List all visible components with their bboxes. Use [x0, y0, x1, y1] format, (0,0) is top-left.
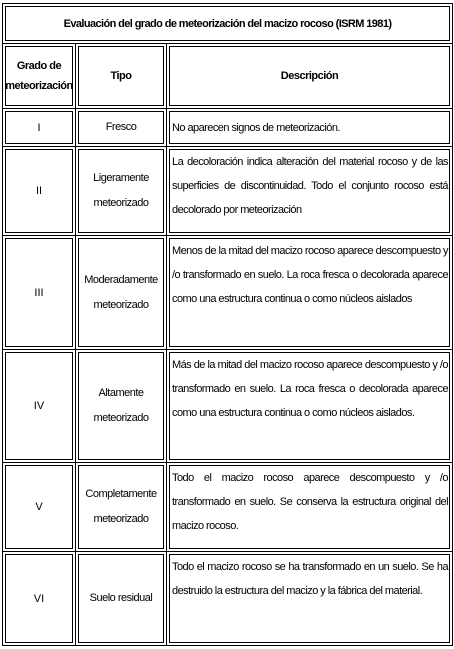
- table-row: [3, 350, 453, 463]
- descripcion-cell: [167, 552, 453, 646]
- tipo-value: Altamente meteorizado: [78, 352, 164, 460]
- tipo-value: Moderadamente meteorizado: [78, 238, 164, 347]
- tipo-cell: [76, 147, 167, 236]
- descripcion-cell: [167, 463, 453, 552]
- header-descripcion-cell: [167, 44, 453, 109]
- grade-cell: [3, 109, 76, 147]
- tipo-value: Completamente meteorizado: [78, 465, 164, 549]
- descripcion-value: Todo el macizo rocoso aparece descompuesto y /o transformado en suelo. Se conserva la estructura original del macizo rocoso.: [169, 465, 450, 549]
- descripcion-value: No aparecen signos de meteorización.: [169, 111, 450, 144]
- descripcion-cell: [167, 350, 453, 463]
- grade-value: IV: [5, 352, 73, 460]
- grade-cell: [3, 552, 76, 646]
- descripcion-value: Todo el macizo rocoso se ha transformado en un suelo. Se ha destruido la estructura del macizo y la fábrica del material.: [169, 554, 450, 643]
- header-row: [3, 44, 453, 109]
- table-row: [3, 109, 453, 147]
- tipo-cell: [76, 236, 167, 350]
- grade-cell: [3, 236, 76, 350]
- descripcion-value: Más de la mitad del macizo rocoso aparece descompuesto y /o transformado en suelo. La roca fresca o decolorada aparece como una estructura continua o como núcleos aislados.: [169, 352, 450, 460]
- descripcion-value: Menos de la mitad del macizo rocoso aparece descompuesto y /o transformado en suelo. La roca fresca o decolorada aparece como una estructura continua o como núcleos aislados: [169, 238, 450, 347]
- table-title-cell: [3, 4, 453, 44]
- header-tipo-cell: [76, 44, 167, 109]
- descripcion-cell: [167, 147, 453, 236]
- grade-value: V: [5, 465, 73, 549]
- descripcion-cell: [167, 236, 453, 350]
- table-title: Evaluación del grado de meteorización del macizo rocoso (ISRM 1981): [5, 6, 450, 41]
- header-descripcion: Descripción: [169, 46, 450, 106]
- grade-cell: [3, 147, 76, 236]
- grade-value: VI: [5, 554, 73, 643]
- grade-value: II: [5, 149, 73, 233]
- header-grado: Grado de meteorización: [5, 46, 73, 106]
- table-row: [3, 463, 453, 552]
- tipo-value: Fresco: [78, 111, 164, 144]
- tipo-cell: [76, 109, 167, 147]
- grade-value: III: [5, 238, 73, 347]
- grade-value: I: [5, 111, 73, 144]
- tipo-value: Suelo residual: [78, 554, 164, 643]
- tipo-cell: [76, 350, 167, 463]
- tipo-value: Ligeramente meteorizado: [78, 149, 164, 233]
- grade-cell: [3, 350, 76, 463]
- grade-cell: [3, 463, 76, 552]
- table-row: [3, 147, 453, 236]
- weathering-grade-table: [2, 3, 453, 646]
- descripcion-cell: [167, 109, 453, 147]
- descripcion-value: La decoloración indica alteración del material rocoso y de las superficies de discontinuidad. Todo el conjunto rocoso está decolorado por meteorización: [169, 149, 450, 233]
- table-row: [3, 552, 453, 646]
- tipo-cell: [76, 552, 167, 646]
- header-tipo: Tipo: [78, 46, 164, 106]
- header-grado-cell: [3, 44, 76, 109]
- table-row: [3, 236, 453, 350]
- tipo-cell: [76, 463, 167, 552]
- weathering-table-container: [2, 3, 452, 645]
